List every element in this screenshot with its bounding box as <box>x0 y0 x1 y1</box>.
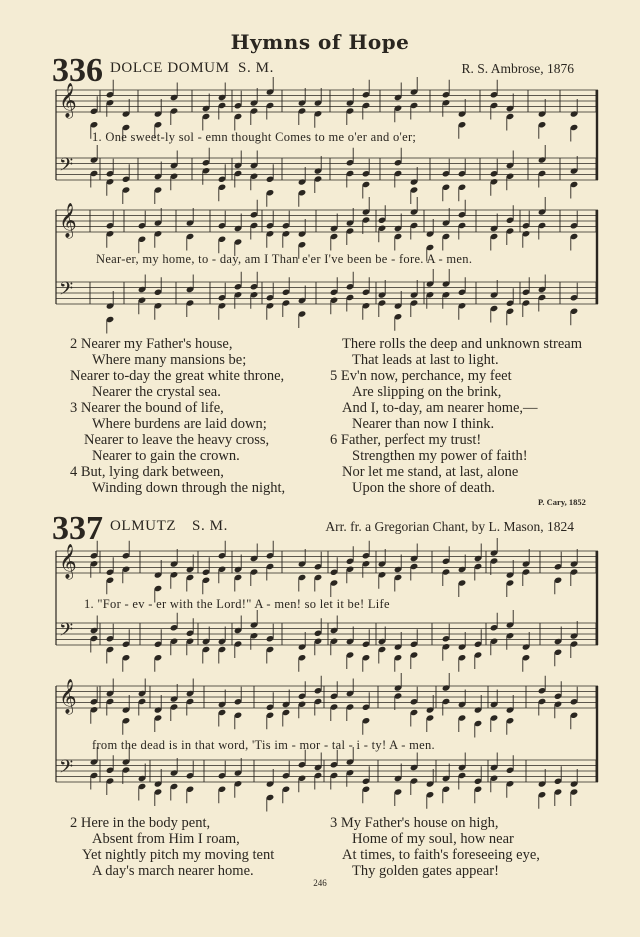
hymn-337-verses-left <box>70 815 274 879</box>
verse-line: A day's march nearer home. <box>92 863 254 879</box>
verse-line: At times, to faith's foreseeing eye, <box>342 847 540 863</box>
hymn-336-tune: DOLCE DOMUM <box>110 60 230 76</box>
hymn-337-tune: OLMUTZ <box>110 518 177 534</box>
hymn-336-lyric-line-2: Near-er, my home, to - day, am I Than e'er I've been be - fore. A - men. <box>96 252 473 266</box>
h336-sys1-bass-clef: 𝄢 <box>59 155 74 180</box>
verse-line: Thy golden gates appear! <box>352 863 499 879</box>
verse-line: Nearer to-day the great white throne, <box>70 368 285 384</box>
page-number: 246 <box>313 878 327 888</box>
hymn-336-author-credit: P. Cary, 1852 <box>538 497 586 507</box>
verse-line: And I, to-day, am nearer home,— <box>342 400 538 416</box>
verse-line: There rolls the deep and unknown stream <box>342 336 582 352</box>
verse-line: 3 Nearer the bound of life, <box>70 400 224 416</box>
verse-line: Where many mansions be; <box>92 352 247 368</box>
hymn-336-meter: S. M. <box>238 60 274 76</box>
verse-line: 3 My Father's house on high, <box>330 815 499 831</box>
verse-line: 2 Nearer my Father's house, <box>70 336 233 352</box>
verse-line: Are slipping on the brink, <box>352 384 502 400</box>
hymn-337-composer: Arr. fr. a Gregorian Chant, by L. Mason, 1824 <box>325 519 574 534</box>
verse-line: Yet nightly pitch my moving tent <box>82 847 275 863</box>
verse-line: That leads at last to light. <box>352 352 499 368</box>
verse-line: Nearer to gain the crown. <box>92 448 240 464</box>
verse-line: Nor let me stand, at last, alone <box>342 464 519 480</box>
hymn-337-lyric-line-2: from the dead is in that word, 'Tis im - mor - tal - i - ty! A - men. <box>92 738 435 752</box>
verse-line: 5 Ev'n now, perchance, my feet <box>330 368 512 384</box>
verse-line: Strengthen my power of faith! <box>352 448 528 464</box>
h337-sys2-treble-clef: 𝄞 <box>59 679 77 714</box>
verse-line: Nearer than now I think. <box>352 416 495 432</box>
verse-line: Absent from Him I roam, <box>92 831 240 847</box>
hymn-337-number: 337 <box>52 510 103 547</box>
hymn-336-number: 336 <box>52 52 103 89</box>
verse-line: Where burdens are laid down; <box>92 416 267 432</box>
verse-line: Upon the shore of death. <box>352 480 495 496</box>
verse-line: Nearer the crystal sea. <box>92 384 221 400</box>
hymn-336-composer: R. S. Ambrose, 1876 <box>461 61 574 76</box>
verse-line: 4 But, lying dark between, <box>70 464 224 480</box>
hymn-337-meter: S. M. <box>192 518 228 534</box>
h336-sys2-bass-clef: 𝄢 <box>59 279 74 304</box>
hymn-337-verses-right <box>330 815 540 879</box>
h337-sys2-bass-clef: 𝄢 <box>59 757 74 782</box>
h336-sys1-treble-clef: 𝄞 <box>59 83 77 118</box>
h337-sys1-bass-clef: 𝄢 <box>59 620 74 645</box>
verse-line: 6 Father, perfect my trust! <box>330 432 482 448</box>
h337-sys1-treble-clef: 𝄞 <box>59 544 77 579</box>
verse-line: Home of my soul, how near <box>352 831 514 847</box>
verse-line: Nearer to leave the heavy cross, <box>84 432 270 448</box>
hymn-336-lyric-line-1: 1. One sweet-ly sol - emn thought Comes to me o'er and o'er; <box>92 130 417 144</box>
page-title: Hymns of Hope <box>230 30 410 54</box>
hymn-337-lyric-line-1: 1. "For - ev - er with the Lord!" A - men! so let it be! Life <box>84 597 390 611</box>
h336-sys2-treble-clef: 𝄞 <box>59 203 77 238</box>
hymn-336-verses-left <box>70 336 285 496</box>
hymn-336-verses-right <box>330 336 582 496</box>
verse-line: Winding down through the night, <box>92 480 286 496</box>
verse-line: 2 Here in the body pent, <box>70 815 211 831</box>
